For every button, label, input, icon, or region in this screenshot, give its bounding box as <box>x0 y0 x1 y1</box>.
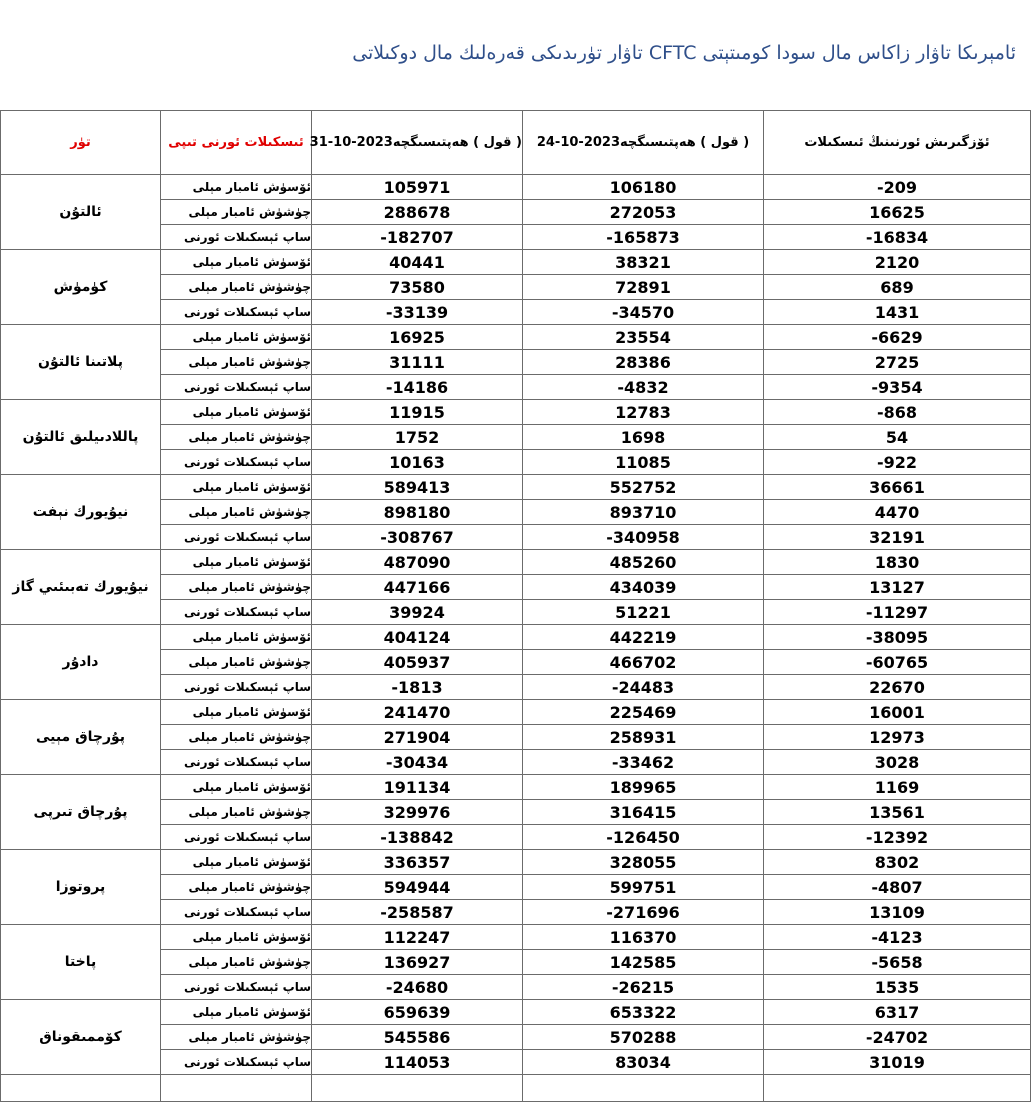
value-2023-10-31: 336357 <box>312 850 523 875</box>
value-2023-10-31: 11915 <box>312 400 523 425</box>
value-2023-10-24: 189965 <box>523 775 764 800</box>
value-2023-10-24: 328055 <box>523 850 764 875</box>
value-2023-10-31: 10163 <box>312 450 523 475</box>
commodity-name: پلاتىنا ئالتۇن <box>1 325 161 400</box>
value-2023-10-31: 105971 <box>312 175 523 200</box>
value-2023-10-31: 329976 <box>312 800 523 825</box>
value-change: 1830 <box>764 550 1031 575</box>
value-2023-10-24: 142585 <box>523 950 764 975</box>
value-change: 2120 <box>764 250 1031 275</box>
value-change: 12973 <box>764 725 1031 750</box>
commodity-name: پۇرچاق مېيى <box>1 700 161 775</box>
value-change: -6629 <box>764 325 1031 350</box>
table-row <box>1 475 1031 500</box>
table-row <box>1 775 1031 800</box>
commodity-name: كۈمۈش <box>1 250 161 325</box>
value-2023-10-31: 40441 <box>312 250 523 275</box>
value-2023-10-31: 73580 <box>312 275 523 300</box>
commodity-name: پۇرچاق تىرپى <box>1 775 161 850</box>
value-change: 4470 <box>764 500 1031 525</box>
value-change: -60765 <box>764 650 1031 675</box>
commodity-name: پاللادىيلىق ئالتۇن <box>1 400 161 475</box>
position-type-long: ئۆسۈش ئامبار مېلى <box>161 700 312 725</box>
position-type-short: چۈشۈش ئامبار مېلى <box>161 425 312 450</box>
header-week-2023-10-24: ( قول ) ھەپتىسىگچە2023-10-24 <box>523 111 764 175</box>
table-row <box>1 850 1031 875</box>
value-change: 16625 <box>764 200 1031 225</box>
position-type-short: چۈشۈش ئامبار مېلى <box>161 950 312 975</box>
value-2023-10-31: 898180 <box>312 500 523 525</box>
cot-report-table <box>0 110 1031 1102</box>
value-2023-10-24: 51221 <box>523 600 764 625</box>
empty-row <box>1 1075 1031 1102</box>
value-2023-10-31: 191134 <box>312 775 523 800</box>
position-type-long: ئۆسۈش ئامبار مېلى <box>161 175 312 200</box>
header-week-2023-10-31: ( قول ) ھەپتىسىگچە2023-10-31 <box>312 111 523 175</box>
table-row <box>1 175 1031 200</box>
value-2023-10-24: -34570 <box>523 300 764 325</box>
value-2023-10-31: 39924 <box>312 600 523 625</box>
value-change: -16834 <box>764 225 1031 250</box>
position-type-long: ئۆسۈش ئامبار مېلى <box>161 475 312 500</box>
header-change: ئۆزگىرىش ئورنىنىڭ ئىسكىلات <box>764 111 1031 175</box>
value-change: 2725 <box>764 350 1031 375</box>
value-2023-10-24: -340958 <box>523 525 764 550</box>
value-2023-10-31: 589413 <box>312 475 523 500</box>
position-type-short: چۈشۈش ئامبار مېلى <box>161 500 312 525</box>
table-row <box>1 550 1031 575</box>
value-2023-10-24: 570288 <box>523 1025 764 1050</box>
value-change: -11297 <box>764 600 1031 625</box>
value-2023-10-24: 434039 <box>523 575 764 600</box>
commodity-name: ئالتۇن <box>1 175 161 250</box>
position-type-short: چۈشۈش ئامبار مېلى <box>161 725 312 750</box>
value-change: -5658 <box>764 950 1031 975</box>
empty-cell <box>1 1075 161 1102</box>
position-type-net: ساپ ئېسكىلات ئورنى <box>161 975 312 1000</box>
value-2023-10-24: -271696 <box>523 900 764 925</box>
position-type-long: ئۆسۈش ئامبار مېلى <box>161 250 312 275</box>
position-type-long: ئۆسۈش ئامبار مېلى <box>161 325 312 350</box>
value-2023-10-31: -30434 <box>312 750 523 775</box>
position-type-net: ساپ ئېسكىلات ئورنى <box>161 1050 312 1075</box>
position-type-net: ساپ ئېسكىلات ئورنى <box>161 825 312 850</box>
value-2023-10-24: 599751 <box>523 875 764 900</box>
value-2023-10-31: 594944 <box>312 875 523 900</box>
value-2023-10-31: -138842 <box>312 825 523 850</box>
value-2023-10-31: 1752 <box>312 425 523 450</box>
table-row <box>1 625 1031 650</box>
value-2023-10-31: 31111 <box>312 350 523 375</box>
position-type-long: ئۆسۈش ئامبار مېلى <box>161 775 312 800</box>
position-type-long: ئۆسۈش ئامبار مېلى <box>161 925 312 950</box>
value-2023-10-24: 653322 <box>523 1000 764 1025</box>
position-type-long: ئۆسۈش ئامبار مېلى <box>161 625 312 650</box>
value-change: 13109 <box>764 900 1031 925</box>
value-change: 6317 <box>764 1000 1031 1025</box>
position-type-net: ساپ ئېسكىلات ئورنى <box>161 525 312 550</box>
value-2023-10-24: -24483 <box>523 675 764 700</box>
empty-cell <box>523 1075 764 1102</box>
position-type-net: ساپ ئېسكىلات ئورنى <box>161 375 312 400</box>
table-row <box>1 250 1031 275</box>
position-type-short: چۈشۈش ئامبار مېلى <box>161 1025 312 1050</box>
value-2023-10-31: -14186 <box>312 375 523 400</box>
commodity-name: پروتوزا <box>1 850 161 925</box>
value-2023-10-31: 241470 <box>312 700 523 725</box>
value-change: 689 <box>764 275 1031 300</box>
value-2023-10-24: 466702 <box>523 650 764 675</box>
value-2023-10-24: -126450 <box>523 825 764 850</box>
commodity-name: نيۇيورك نېفت <box>1 475 161 550</box>
value-change: 36661 <box>764 475 1031 500</box>
commodity-name: كۆممىقوناق <box>1 1000 161 1075</box>
value-change: 32191 <box>764 525 1031 550</box>
table-row <box>1 700 1031 725</box>
commodity-name: پاختا <box>1 925 161 1000</box>
value-2023-10-24: 258931 <box>523 725 764 750</box>
value-change: -922 <box>764 450 1031 475</box>
table-row <box>1 1000 1031 1025</box>
value-change: -12392 <box>764 825 1031 850</box>
value-2023-10-24: 442219 <box>523 625 764 650</box>
value-change: 16001 <box>764 700 1031 725</box>
value-2023-10-24: 38321 <box>523 250 764 275</box>
position-type-long: ئۆسۈش ئامبار مېلى <box>161 850 312 875</box>
value-2023-10-31: -308767 <box>312 525 523 550</box>
position-type-net: ساپ ئېسكىلات ئورنى <box>161 300 312 325</box>
empty-cell <box>764 1075 1031 1102</box>
value-change: 54 <box>764 425 1031 450</box>
position-type-long: ئۆسۈش ئامبار مېلى <box>161 550 312 575</box>
position-type-short: چۈشۈش ئامبار مېلى <box>161 350 312 375</box>
value-2023-10-31: 271904 <box>312 725 523 750</box>
position-type-long: ئۆسۈش ئامبار مېلى <box>161 1000 312 1025</box>
value-2023-10-24: 116370 <box>523 925 764 950</box>
value-change: 13561 <box>764 800 1031 825</box>
position-type-long: ئۆسۈش ئامبار مېلى <box>161 400 312 425</box>
value-2023-10-24: 12783 <box>523 400 764 425</box>
value-2023-10-24: -4832 <box>523 375 764 400</box>
value-2023-10-24: 28386 <box>523 350 764 375</box>
table-row <box>1 925 1031 950</box>
value-2023-10-24: 225469 <box>523 700 764 725</box>
value-2023-10-24: -33462 <box>523 750 764 775</box>
position-type-net: ساپ ئېسكىلات ئورنى <box>161 450 312 475</box>
value-2023-10-24: 552752 <box>523 475 764 500</box>
value-2023-10-31: 136927 <box>312 950 523 975</box>
value-change: 13127 <box>764 575 1031 600</box>
value-change: 8302 <box>764 850 1031 875</box>
value-2023-10-31: -33139 <box>312 300 523 325</box>
header-commodity: تۈر <box>1 111 161 175</box>
value-change: -24702 <box>764 1025 1031 1050</box>
position-type-net: ساپ ئېسكىلات ئورنى <box>161 750 312 775</box>
commodity-name: دادۇر <box>1 625 161 700</box>
empty-cell <box>312 1075 523 1102</box>
value-change: 3028 <box>764 750 1031 775</box>
position-type-net: ساپ ئېسكىلات ئورنى <box>161 675 312 700</box>
value-2023-10-24: 106180 <box>523 175 764 200</box>
value-change: 1535 <box>764 975 1031 1000</box>
value-2023-10-24: 316415 <box>523 800 764 825</box>
value-change: -9354 <box>764 375 1031 400</box>
value-2023-10-24: -26215 <box>523 975 764 1000</box>
value-2023-10-24: 272053 <box>523 200 764 225</box>
value-2023-10-24: 11085 <box>523 450 764 475</box>
position-type-short: چۈشۈش ئامبار مېلى <box>161 875 312 900</box>
position-type-short: چۈشۈش ئامبار مېلى <box>161 650 312 675</box>
value-change: -868 <box>764 400 1031 425</box>
commodity-name: نيۇيورك تەبىئىي گاز <box>1 550 161 625</box>
value-2023-10-31: 659639 <box>312 1000 523 1025</box>
value-change: 22670 <box>764 675 1031 700</box>
value-change: -38095 <box>764 625 1031 650</box>
value-2023-10-24: -165873 <box>523 225 764 250</box>
position-type-short: چۈشۈش ئامبار مېلى <box>161 200 312 225</box>
value-2023-10-24: 72891 <box>523 275 764 300</box>
value-2023-10-31: 487090 <box>312 550 523 575</box>
empty-cell <box>161 1075 312 1102</box>
value-2023-10-31: 16925 <box>312 325 523 350</box>
value-2023-10-24: 1698 <box>523 425 764 450</box>
value-2023-10-31: 405937 <box>312 650 523 675</box>
value-2023-10-31: -182707 <box>312 225 523 250</box>
value-2023-10-31: 114053 <box>312 1050 523 1075</box>
value-2023-10-31: -258587 <box>312 900 523 925</box>
value-2023-10-31: 288678 <box>312 200 523 225</box>
value-2023-10-31: -1813 <box>312 675 523 700</box>
value-2023-10-31: 447166 <box>312 575 523 600</box>
position-type-net: ساپ ئېسكىلات ئورنى <box>161 600 312 625</box>
value-change: 1431 <box>764 300 1031 325</box>
value-2023-10-31: 404124 <box>312 625 523 650</box>
value-change: -209 <box>764 175 1031 200</box>
value-2023-10-31: -24680 <box>312 975 523 1000</box>
header-row <box>1 111 1031 175</box>
value-change: 31019 <box>764 1050 1031 1075</box>
position-type-net: ساپ ئېسكىلات ئورنى <box>161 225 312 250</box>
value-2023-10-24: 893710 <box>523 500 764 525</box>
position-type-short: چۈشۈش ئامبار مېلى <box>161 575 312 600</box>
table-row <box>1 325 1031 350</box>
position-type-short: چۈشۈش ئامبار مېلى <box>161 800 312 825</box>
value-2023-10-31: 112247 <box>312 925 523 950</box>
value-2023-10-24: 485260 <box>523 550 764 575</box>
value-change: -4123 <box>764 925 1031 950</box>
position-type-net: ساپ ئېسكىلات ئورنى <box>161 900 312 925</box>
table-body <box>1 175 1031 1102</box>
value-change: -4807 <box>764 875 1031 900</box>
value-2023-10-24: 23554 <box>523 325 764 350</box>
value-2023-10-31: 545586 <box>312 1025 523 1050</box>
report-title: ئامېرىكا تاۋار زاكاس مال سودا كومىتېتى CFTC تاۋار تۈرىدىكى قەرەلىك مال دوكىلاتى <box>352 42 1016 64</box>
value-change: 1169 <box>764 775 1031 800</box>
value-2023-10-24: 83034 <box>523 1050 764 1075</box>
table-row <box>1 400 1031 425</box>
position-type-short: چۈشۈش ئامبار مېلى <box>161 275 312 300</box>
header-position-type: ئىسكىلات ئورنى تىپى <box>161 111 312 175</box>
